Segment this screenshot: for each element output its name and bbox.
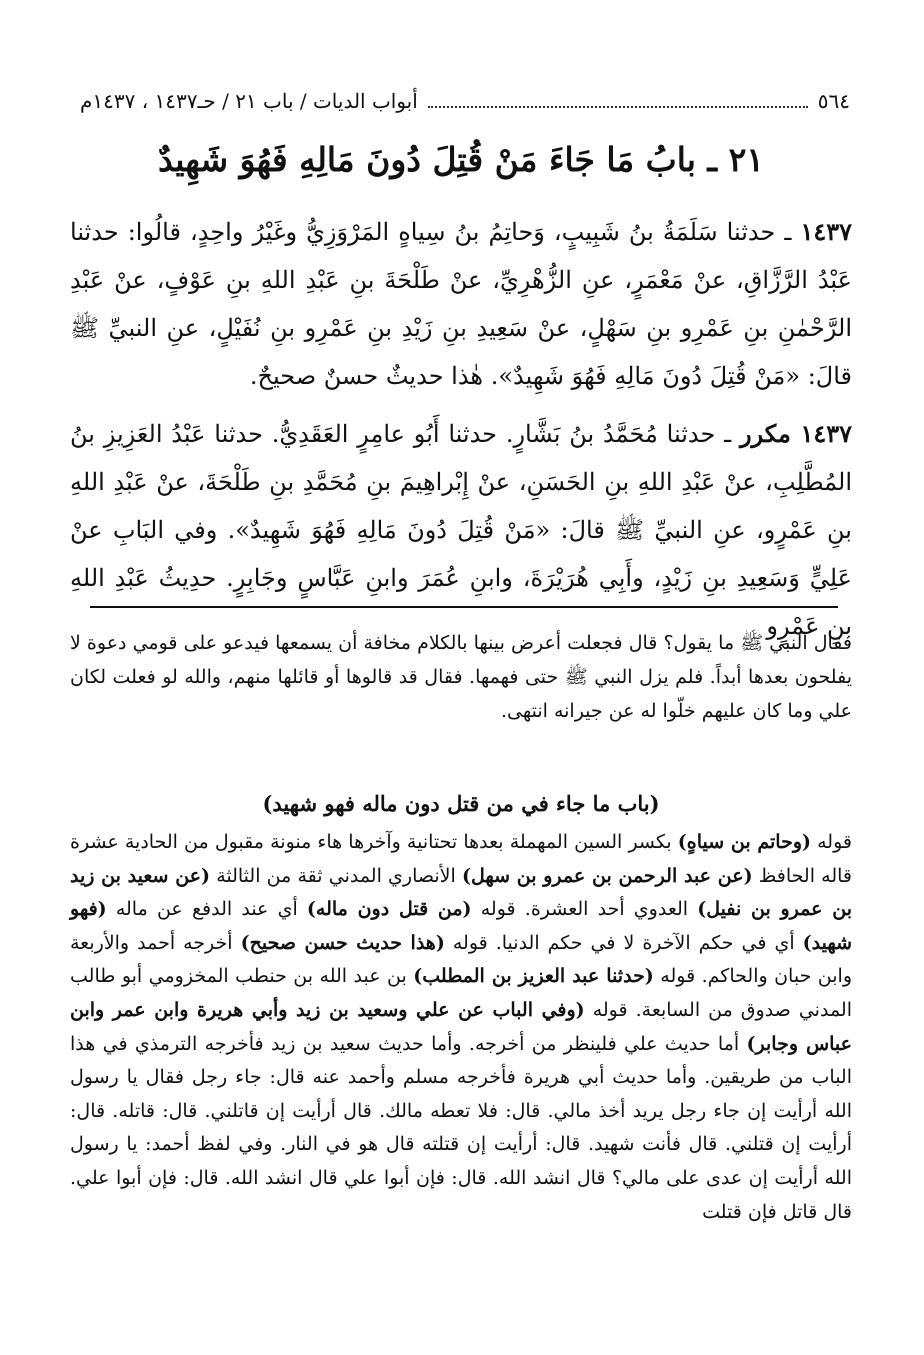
commentary-text: أما حديث علي فلينظر من أخرجه. وأما حديث سعيد بن زيد فأخرجه الترمذي في هذا الباب من طريقين. وأما حديث أبي هريرة فأخرجه مسلم وأحمد عنه قال: جاء رجل فقال يا رسول الله أرأيت إن جاء رجل يريد أخذ مالي. قال: فلا تعطه مالك. قال أرأيت إن قاتلني. قال: قاتله. قال: أرأيت إن قتلني. قال فأنت شهيد. قال: أرأيت إن قتلته قال هو في النار. وفي لفظ أحمد: يا رسول الله أرأيت إن عدى على مالي؟ قال انشد الله. قال: فإن أبوا علي قال انشد الله. قال: فإن أبوا علي. قال قاتل فإن قتلت xyxy=(70,1032,852,1223)
quoted-phrase: (هذا حديث حسن صحيح) xyxy=(240,931,445,954)
commentary-text: العدوي أحد العشرة. قوله xyxy=(471,898,698,921)
commentary-text: أي عند الدفع عن ماله xyxy=(106,898,307,921)
commentary-text: أي في حكم الآخرة لا في حكم الدنيا. قوله xyxy=(444,931,803,954)
commentary-text: قوله xyxy=(810,831,852,853)
quoted-phrase: (عن عبد الرحمن بن عمرو بن سهل) xyxy=(461,864,753,887)
quoted-phrase: (فهو شهيد) xyxy=(70,898,852,954)
commentary-main xyxy=(70,826,852,1229)
hadith-number: ١٤٣٧ مكرر xyxy=(739,419,853,448)
hadith-text: ـ حدثنا مُحَمَّدُ بنُ بَشَّارٍ. حدثنا أَبُو عامِرٍ العَقَدِيُّ. حدثنا عَبْدُ العَزِيزِ بنُ المُطَّلِبِ، عنْ عَبْدِ اللهِ بنِ الحَسَنِ، عنْ إِبْراهِيمَ بنِ مُحَمَّدِ بنِ طَلْحَةَ، عنْ عَبْدِ اللهِ بنِ عَمْرٍو، عنِ النبيِّ ﷺ قالَ: «مَنْ قُتِلَ دُونَ مَالِهِ فَهُوَ شَهِيدٌ». وفي البَابِ عنْ عَلِيٍّ وَسَعِيدِ بنِ زَيْدٍ، وأَبِي هُرَيْرَةَ، وابنِ عُمَرَ وابنِ عَبَّاسٍ وجَابِرٍ. حدِيثُ عَبْدِ اللهِ بنِ عَمْرٍو xyxy=(70,420,852,640)
commentary-text: أخرجه أحمد والأربعة وابن حبان والحاكم. قوله xyxy=(70,931,852,988)
quoted-phrase: (وفي الباب عن علي وسعيد بن زيد وأبي هريرة وابن عمر وابن عباس وجابر) xyxy=(70,998,852,1055)
quoted-phrase: (عن سعيد بن زيد بن عمرو بن نفيل) xyxy=(70,864,852,921)
hadith-text: ـ حدثنا سَلَمَةُ بنُ شَبِيبٍ، وَحاتِمُ بنُ سِياهٍ المَرْوَزِيُّ وغَيْرُ واحِدٍ، قالُوا: حدثنا عَبْدُ الرَّزَّاقِ، عنْ مَعْمَرٍ، عنِ الزُّهْرِيِّ، عنْ طَلْحَةَ بنِ عَبْدِ اللهِ بنِ عَوْفٍ، عنْ عَبْدِ الرَّحْمٰنِ بنِ عَمْرِو بنِ سَهْلٍ، عنْ سَعِيدِ بنِ زَيْدِ بنِ عَمْرِو بنِ نُفَيْلٍ، عنِ النبيِّ ﷺ قالَ: «مَنْ قُتِلَ دُونَ مَالِهِ فَهُوَ شَهِيدٌ». هٰذا حديثٌ حسنٌ صحيحٌ. xyxy=(70,218,852,390)
running-head xyxy=(80,86,850,116)
commentary-continuation: فقال النبي ﷺ ما يقول؟ قال فجعلت أعرض بينها بالكلام مخافة أن يسمعها فيدعو على قومي دعوة لا يفلحون بعدها أبداً. فلم يزل النبي ﷺ حتى فهمها. فقال قد قالوها أو قائلها منهم، والله لو فعلت لكان علي وما كان عليهم خلّوا له عن جيرانه انتهى. xyxy=(70,632,852,722)
commentary-text: بكسر السين المهملة بعدها تحتانية وآخرها هاء منونة مقبول من الحادية عشرة قاله الحافظ xyxy=(70,831,852,887)
running-head-title: أبواب الديات / باب ٢١ / حـ١٤٣٧ ، ١٤٣٧م xyxy=(80,89,418,113)
hadith-1437-repeat xyxy=(70,410,853,640)
commentary-text: بن عبد الله بن حنطب المخزومي أبو طالب المدني صدوق من السابعة. قوله xyxy=(70,965,852,1021)
hadith-1437 xyxy=(70,208,852,398)
commentary-text: الأنصاري المدني ثقة من الثالثة xyxy=(210,864,462,887)
quoted-phrase: (حدثنا عبد العزيز بن المطلب) xyxy=(413,965,654,988)
chapter-title: ٢١ ـ بابُ مَا جَاءَ مَنْ قُتِلَ دُونَ مَالِهِ فَهُوَ شَهِيدٌ xyxy=(157,140,765,179)
page-number: ٥٦٤ xyxy=(817,89,850,113)
quoted-phrase: (وحاتم بن سياهٍ) xyxy=(677,831,811,853)
hadith-number: ١٤٣٧ xyxy=(800,217,852,246)
commentary-section-heading: (باب ما جاء في من قتل دون ماله فهو شهيد) xyxy=(262,791,660,816)
leader-dots xyxy=(428,94,808,108)
footnote-separator xyxy=(90,606,838,608)
quoted-phrase: (من قتل دون ماله) xyxy=(306,898,472,921)
